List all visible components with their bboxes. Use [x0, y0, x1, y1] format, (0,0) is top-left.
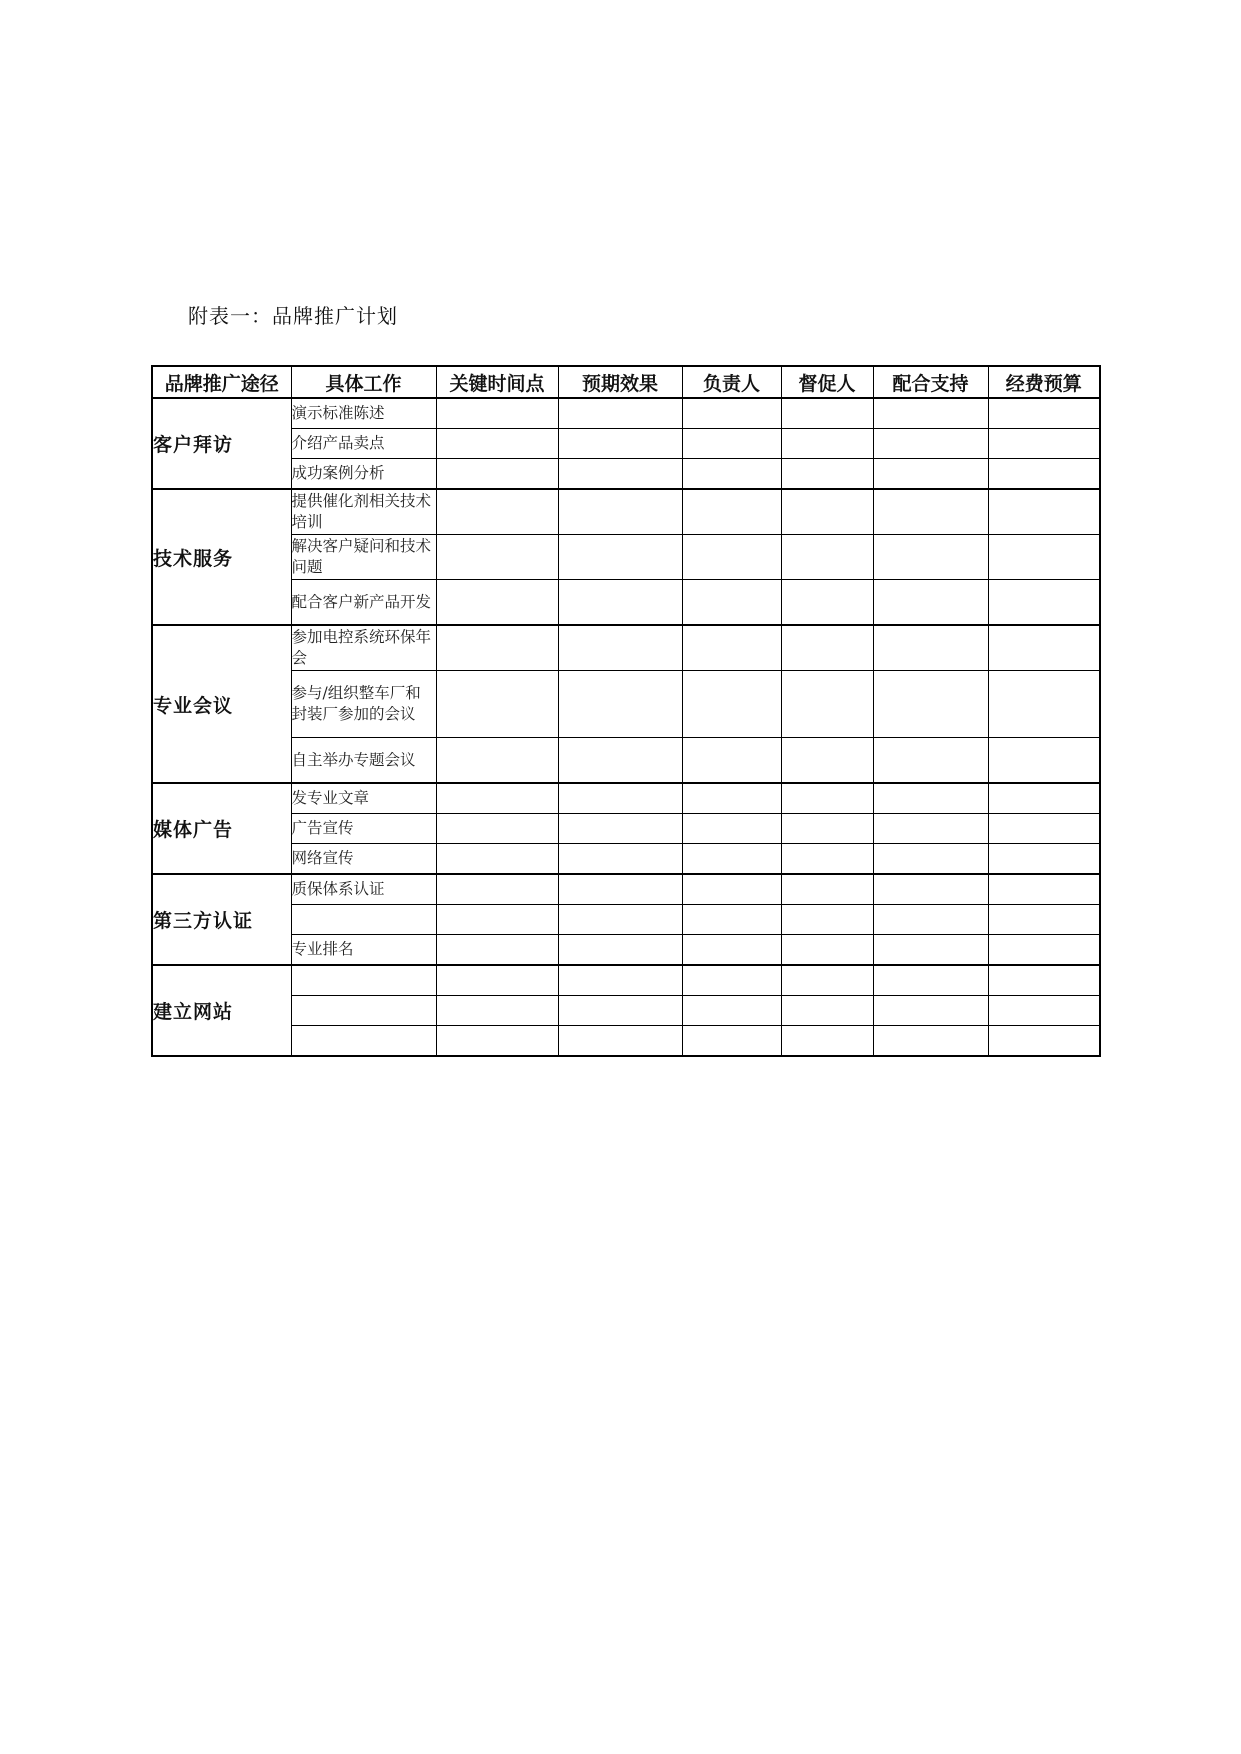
budget-cell: [988, 935, 1100, 966]
owner-cell: [682, 935, 781, 966]
expected-effect-cell: [558, 580, 682, 626]
expected-effect-cell: [558, 398, 682, 429]
task-text: 自主举办专题会议: [291, 750, 416, 769]
expected-effect-cell: [558, 996, 682, 1026]
expected-effect-cell: [558, 783, 682, 814]
channel-cell: 第三方认证: [152, 874, 291, 965]
budget-cell: [988, 398, 1100, 429]
table-row: [152, 814, 1100, 844]
expected-effect-cell: [558, 1026, 682, 1057]
expected-effect-cell: [558, 814, 682, 844]
table-row: [152, 398, 1100, 429]
expected-effect-cell: [558, 844, 682, 875]
header-budget: 经费预算: [988, 366, 1100, 398]
key-time-cell: [436, 580, 558, 626]
budget-cell: [988, 489, 1100, 535]
budget-cell: [988, 671, 1100, 738]
owner-cell: [682, 844, 781, 875]
task-text: 参加电控系统环保年会: [291, 628, 432, 667]
task-cell: [291, 489, 436, 535]
channel-cell: 媒体广告: [152, 783, 291, 874]
table-row: [152, 905, 1100, 935]
key-time-cell: [436, 489, 558, 535]
owner-cell: [682, 625, 781, 671]
task-cell: [291, 996, 436, 1026]
supervisor-cell: [781, 671, 873, 738]
support-cell: [873, 1026, 988, 1057]
owner-cell: [682, 996, 781, 1026]
task-cell: [291, 535, 436, 580]
table-row: [152, 874, 1100, 905]
owner-cell: [682, 814, 781, 844]
header-owner: 负责人: [682, 366, 781, 398]
owner-cell: [682, 459, 781, 490]
supervisor-cell: [781, 874, 873, 905]
task-cell: [291, 398, 436, 429]
channel-cell: 客户拜访: [152, 398, 291, 489]
supervisor-cell: [781, 996, 873, 1026]
task-text: 成功案例分析: [291, 464, 385, 482]
expected-effect-cell: [558, 489, 682, 535]
channel-cell: 专业会议: [152, 625, 291, 783]
owner-cell: [682, 535, 781, 580]
support-cell: [873, 459, 988, 490]
task-cell: [291, 1026, 436, 1057]
supervisor-cell: [781, 965, 873, 996]
support-cell: [873, 905, 988, 935]
task-text: 解决客户疑问和技术问题: [291, 537, 432, 576]
task-cell: [291, 429, 436, 459]
header-expected-effect: 预期效果: [558, 366, 682, 398]
supervisor-cell: [781, 580, 873, 626]
channel-cell: 建立网站: [152, 965, 291, 1056]
budget-cell: [988, 965, 1100, 996]
task-cell: [291, 671, 436, 738]
key-time-cell: [436, 398, 558, 429]
support-cell: [873, 489, 988, 535]
channel-cell: 技术服务: [152, 489, 291, 625]
supervisor-cell: [781, 905, 873, 935]
task-text: 专业排名: [291, 940, 354, 958]
expected-effect-cell: [558, 671, 682, 738]
support-cell: [873, 429, 988, 459]
task-text: 网络宣传: [291, 849, 354, 867]
support-cell: [873, 625, 988, 671]
header-supervisor: 督促人: [781, 366, 873, 398]
task-cell: [291, 874, 436, 905]
task-text: 发专业文章: [291, 789, 370, 807]
task-text: 介绍产品卖点: [291, 434, 385, 452]
task-cell: [291, 459, 436, 490]
task-cell: [291, 905, 436, 935]
support-cell: [873, 996, 988, 1026]
table-row: [152, 489, 1100, 535]
supervisor-cell: [781, 459, 873, 490]
supervisor-cell: [781, 738, 873, 784]
supervisor-cell: [781, 489, 873, 535]
owner-cell: [682, 874, 781, 905]
table-row: [152, 535, 1100, 580]
budget-cell: [988, 580, 1100, 626]
budget-cell: [988, 844, 1100, 875]
key-time-cell: [436, 935, 558, 966]
support-cell: [873, 814, 988, 844]
key-time-cell: [436, 965, 558, 996]
support-cell: [873, 844, 988, 875]
document-caption: 附表一：品牌推广计划: [188, 304, 398, 328]
table-row: [152, 996, 1100, 1026]
table-header-row: [152, 366, 1100, 398]
supervisor-cell: [781, 535, 873, 580]
key-time-cell: [436, 814, 558, 844]
table-row: [152, 459, 1100, 490]
supervisor-cell: [781, 625, 873, 671]
budget-cell: [988, 429, 1100, 459]
supervisor-cell: [781, 814, 873, 844]
supervisor-cell: [781, 844, 873, 875]
budget-cell: [988, 996, 1100, 1026]
task-cell: [291, 738, 436, 784]
budget-cell: [988, 783, 1100, 814]
supervisor-cell: [781, 398, 873, 429]
key-time-cell: [436, 996, 558, 1026]
support-cell: [873, 580, 988, 626]
support-cell: [873, 935, 988, 966]
key-time-cell: [436, 671, 558, 738]
budget-cell: [988, 874, 1100, 905]
key-time-cell: [436, 535, 558, 580]
budget-cell: [988, 905, 1100, 935]
table-row: [152, 580, 1100, 626]
budget-cell: [988, 535, 1100, 580]
expected-effect-cell: [558, 874, 682, 905]
task-cell: [291, 935, 436, 966]
key-time-cell: [436, 844, 558, 875]
owner-cell: [682, 398, 781, 429]
key-time-cell: [436, 874, 558, 905]
key-time-cell: [436, 905, 558, 935]
support-cell: [873, 738, 988, 784]
task-text: 参与/组织整车厂和封装厂参加的会议: [291, 684, 421, 723]
owner-cell: [682, 429, 781, 459]
task-cell: [291, 625, 436, 671]
supervisor-cell: [781, 935, 873, 966]
header-channel: 品牌推广途径: [152, 366, 291, 398]
key-time-cell: [436, 783, 558, 814]
supervisor-cell: [781, 429, 873, 459]
budget-cell: [988, 625, 1100, 671]
budget-cell: [988, 1026, 1100, 1057]
key-time-cell: [436, 429, 558, 459]
key-time-cell: [436, 625, 558, 671]
owner-cell: [682, 965, 781, 996]
supervisor-cell: [781, 783, 873, 814]
task-text: 演示标准陈述: [291, 404, 385, 422]
header-task: 具体工作: [291, 366, 436, 398]
table-row: [152, 625, 1100, 671]
support-cell: [873, 398, 988, 429]
owner-cell: [682, 905, 781, 935]
expected-effect-cell: [558, 905, 682, 935]
expected-effect-cell: [558, 535, 682, 580]
support-cell: [873, 783, 988, 814]
table-row: [152, 738, 1100, 784]
owner-cell: [682, 489, 781, 535]
expected-effect-cell: [558, 965, 682, 996]
owner-cell: [682, 580, 781, 626]
budget-cell: [988, 738, 1100, 784]
owner-cell: [682, 738, 781, 784]
table-row: [152, 935, 1100, 966]
task-cell: [291, 814, 436, 844]
table-body: [152, 398, 1100, 1056]
owner-cell: [682, 671, 781, 738]
task-cell: [291, 844, 436, 875]
table-row: [152, 783, 1100, 814]
task-text: 广告宣传: [291, 819, 354, 837]
brand-promotion-plan-table: [151, 365, 1101, 1057]
budget-cell: [988, 459, 1100, 490]
table-row: [152, 429, 1100, 459]
key-time-cell: [436, 738, 558, 784]
support-cell: [873, 965, 988, 996]
support-cell: [873, 671, 988, 738]
budget-cell: [988, 814, 1100, 844]
header-key-time: 关键时间点: [436, 366, 558, 398]
expected-effect-cell: [558, 625, 682, 671]
task-text: 质保体系认证: [291, 880, 385, 898]
support-cell: [873, 535, 988, 580]
key-time-cell: [436, 1026, 558, 1057]
owner-cell: [682, 1026, 781, 1057]
task-cell: [291, 965, 436, 996]
task-text: 提供催化剂相关技术培训: [291, 492, 432, 531]
expected-effect-cell: [558, 935, 682, 966]
owner-cell: [682, 783, 781, 814]
support-cell: [873, 874, 988, 905]
header-support: 配合支持: [873, 366, 988, 398]
expected-effect-cell: [558, 459, 682, 490]
table-row: [152, 965, 1100, 996]
task-cell: [291, 783, 436, 814]
key-time-cell: [436, 459, 558, 490]
task-text: 配合客户新产品开发: [291, 592, 432, 611]
task-cell: [291, 580, 436, 626]
expected-effect-cell: [558, 429, 682, 459]
table-row: [152, 844, 1100, 875]
expected-effect-cell: [558, 738, 682, 784]
supervisor-cell: [781, 1026, 873, 1057]
table-row: [152, 1026, 1100, 1057]
table-row: [152, 671, 1100, 738]
